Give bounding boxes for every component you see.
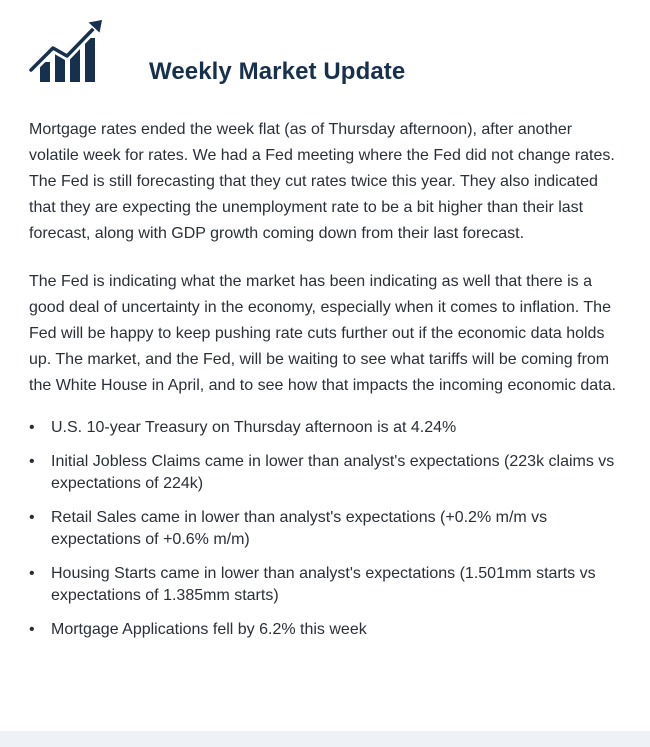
bullet-icon: • bbox=[29, 419, 35, 436]
list-item-text: U.S. 10-year Treasury on Thursday afternoon is at 4.24% bbox=[51, 419, 457, 436]
bullet-icon: • bbox=[29, 509, 35, 526]
list-item bbox=[29, 507, 619, 551]
list-item bbox=[29, 619, 619, 641]
article-body bbox=[29, 117, 619, 653]
page-title: Weekly Market Update bbox=[149, 58, 406, 85]
list-item-text: Housing Starts came in lower than analyst's expectations (1.501mm starts vs expectations of 1.385mm starts) bbox=[51, 565, 596, 604]
highlights-list bbox=[29, 417, 619, 641]
header bbox=[28, 18, 628, 88]
list-item-text: Mortgage Applications fell by 6.2% this week bbox=[51, 621, 367, 638]
bullet-icon: • bbox=[29, 453, 35, 470]
list-item-text: Retail Sales came in lower than analyst's expectations (+0.2% m/m vs expectations of +0.6% m/m) bbox=[51, 509, 548, 548]
list-item bbox=[29, 451, 619, 495]
paragraph: Mortgage rates ended the week flat (as of Thursday afternoon), after another volatile week for rates. We had a Fed meeting where the Fed did not change rates. The Fed is still forecasting that they cut rates twice this year. They also indicated that they are expecting the unemployment rate to be a bit higher than their last forecast, along with GDP growth coming down from their last forecast. bbox=[29, 121, 615, 242]
list-item bbox=[29, 417, 619, 439]
list-item bbox=[29, 563, 619, 607]
footer-band bbox=[0, 731, 650, 747]
paragraph: The Fed is indicating what the market has been indicating as well that there is a good deal of uncertainty in the economy, especially when it comes to inflation. The Fed will be happy to keep pushing rate cuts further out if the economic data holds up. The market, and the Fed, will be waiting to see what tariffs will be coming from the White House in April, and to see how that impacts the incoming economic data. bbox=[29, 273, 616, 394]
list-item-text: Initial Jobless Claims came in lower than analyst's expectations (223k claims vs expectations of 224k) bbox=[51, 453, 615, 492]
bar-chart-trend-up-icon bbox=[28, 18, 106, 84]
bullet-icon: • bbox=[29, 621, 35, 638]
bullet-icon: • bbox=[29, 565, 35, 582]
